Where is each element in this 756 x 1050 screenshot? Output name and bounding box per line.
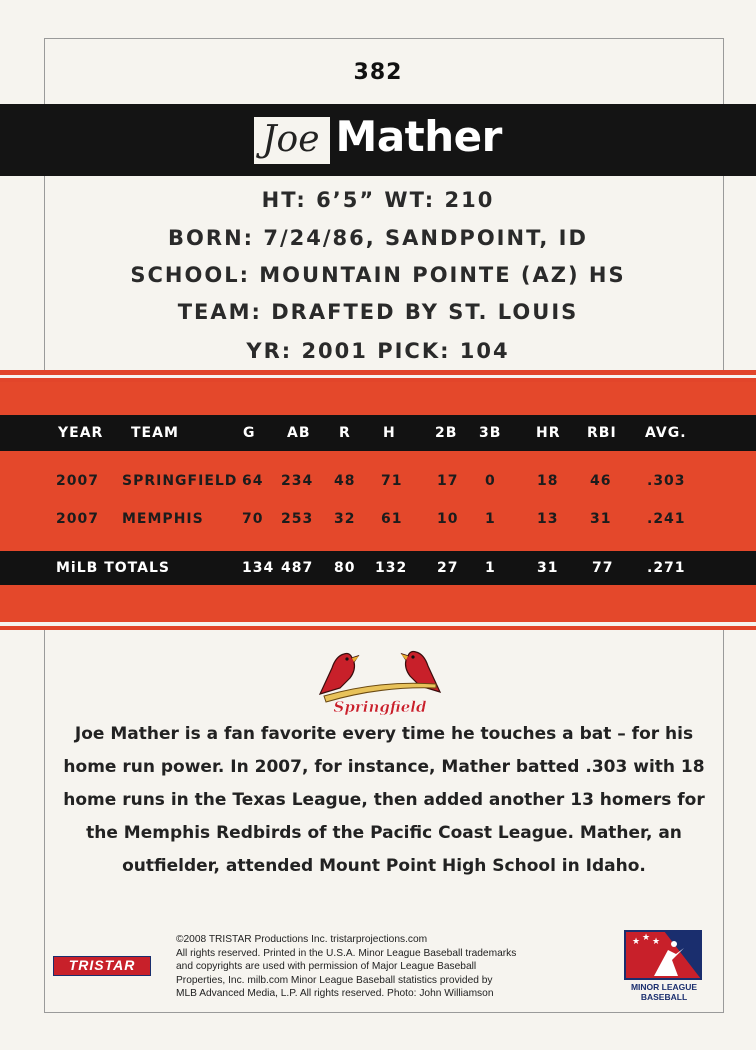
totals-r: 80 <box>334 560 356 576</box>
milb-logo <box>624 930 702 980</box>
player-last-name: Mather <box>335 112 502 161</box>
svg-text:★: ★ <box>652 937 661 947</box>
cell-2b: 17 <box>437 473 459 489</box>
totals-label: MiLB TOTALS <box>56 560 170 576</box>
milb-line2: BASEBALL <box>640 992 688 1002</box>
cell-year: 2007 <box>56 473 99 489</box>
totals-ab: 487 <box>281 560 314 576</box>
col-avg: AVG. <box>645 425 687 441</box>
totals-avg: .271 <box>647 560 686 576</box>
cell-g: 70 <box>242 511 264 527</box>
milb-logo-text <box>614 982 714 1002</box>
cell-r: 32 <box>334 511 356 527</box>
cell-hr: 18 <box>537 473 559 489</box>
copyright-line: and copyrights are used with permission of Major League Baseball <box>176 961 477 973</box>
copyright-line: Properties, Inc. milb.com Minor League Baseball statistics provided by <box>176 974 493 986</box>
col-2b: 2B <box>435 425 458 441</box>
col-ab: AB <box>287 425 311 441</box>
team-logo <box>310 636 450 718</box>
col-g: G <box>243 425 256 441</box>
totals-hr: 31 <box>537 560 559 576</box>
cardinals-birds-on-bat-logo-icon <box>310 636 450 718</box>
cell-r: 48 <box>334 473 356 489</box>
bio-school: SCHOOL: MOUNTAIN POINTE (AZ) HS <box>130 263 626 287</box>
cell-avg: .241 <box>647 511 686 527</box>
col-year: YEAR <box>58 425 104 441</box>
col-h: H <box>383 425 396 441</box>
cell-hr: 13 <box>537 511 559 527</box>
col-3b: 3B <box>479 425 502 441</box>
totals-2b: 27 <box>437 560 459 576</box>
cell-g: 64 <box>242 473 264 489</box>
stripe-bottom-2 <box>0 626 756 630</box>
svg-text:★: ★ <box>632 937 641 947</box>
copyright-line: ©2008 TRISTAR Productions Inc. tristarprojections.com <box>176 934 428 945</box>
col-team: TEAM <box>131 425 179 441</box>
card-number: 382 <box>353 60 403 85</box>
col-r: R <box>339 425 351 441</box>
copyright-text <box>176 933 616 1001</box>
cell-2b: 10 <box>437 511 459 527</box>
cell-ab: 253 <box>281 511 314 527</box>
bio-born: BORN: 7/24/86, SANDPOINT, ID <box>168 226 588 250</box>
cell-h: 61 <box>381 511 403 527</box>
col-hr: HR <box>536 425 561 441</box>
totals-rbi: 77 <box>592 560 614 576</box>
svg-text:★: ★ <box>642 933 651 943</box>
cell-ab: 234 <box>281 473 314 489</box>
player-first-name: Joe <box>254 117 329 164</box>
bio-draft: YR: 2001 PICK: 104 <box>246 339 510 363</box>
cell-year: 2007 <box>56 511 99 527</box>
cell-rbi: 46 <box>590 473 612 489</box>
cell-3b: 1 <box>485 511 496 527</box>
bio-height-weight: HT: 6’5” WT: 210 <box>261 188 495 212</box>
stats-header-bar <box>0 415 756 451</box>
cell-h: 71 <box>381 473 403 489</box>
cell-3b: 0 <box>485 473 496 489</box>
copyright-line: All rights reserved. Printed in the U.S.A. Minor League Baseball trademarks <box>176 947 517 959</box>
bio-team: TEAM: DRAFTED BY ST. LOUIS <box>177 300 579 324</box>
milb-line1: MINOR LEAGUE <box>630 982 698 992</box>
cell-rbi: 31 <box>590 511 612 527</box>
col-rbi: RBI <box>587 425 617 441</box>
cell-avg: .303 <box>647 473 686 489</box>
team-logo-text: Springfield <box>333 698 427 716</box>
cell-team: SPRINGFIELD <box>122 473 238 489</box>
milb-logo-icon <box>624 930 702 980</box>
tristar-logo: TRISTAR <box>53 956 151 976</box>
player-name <box>0 112 756 176</box>
totals-3b: 1 <box>485 560 496 576</box>
totals-g: 134 <box>242 560 275 576</box>
totals-h: 132 <box>375 560 408 576</box>
copyright-line: MLB Advanced Media, L.P. All rights reserved. Photo: John Williamson <box>176 988 494 1000</box>
cell-team: MEMPHIS <box>122 511 204 527</box>
player-blurb: Joe Mather is a fan favorite every time he touches a bat – for his home run power. In 2007, for instance, Mather batted .303 with 18 home runs in the Texas League, then added another 13 homers for the Memphis Redbirds of the Pacific Coast League. Mather, an outfielder, attended Mount Point High School in Idaho. <box>63 724 705 876</box>
